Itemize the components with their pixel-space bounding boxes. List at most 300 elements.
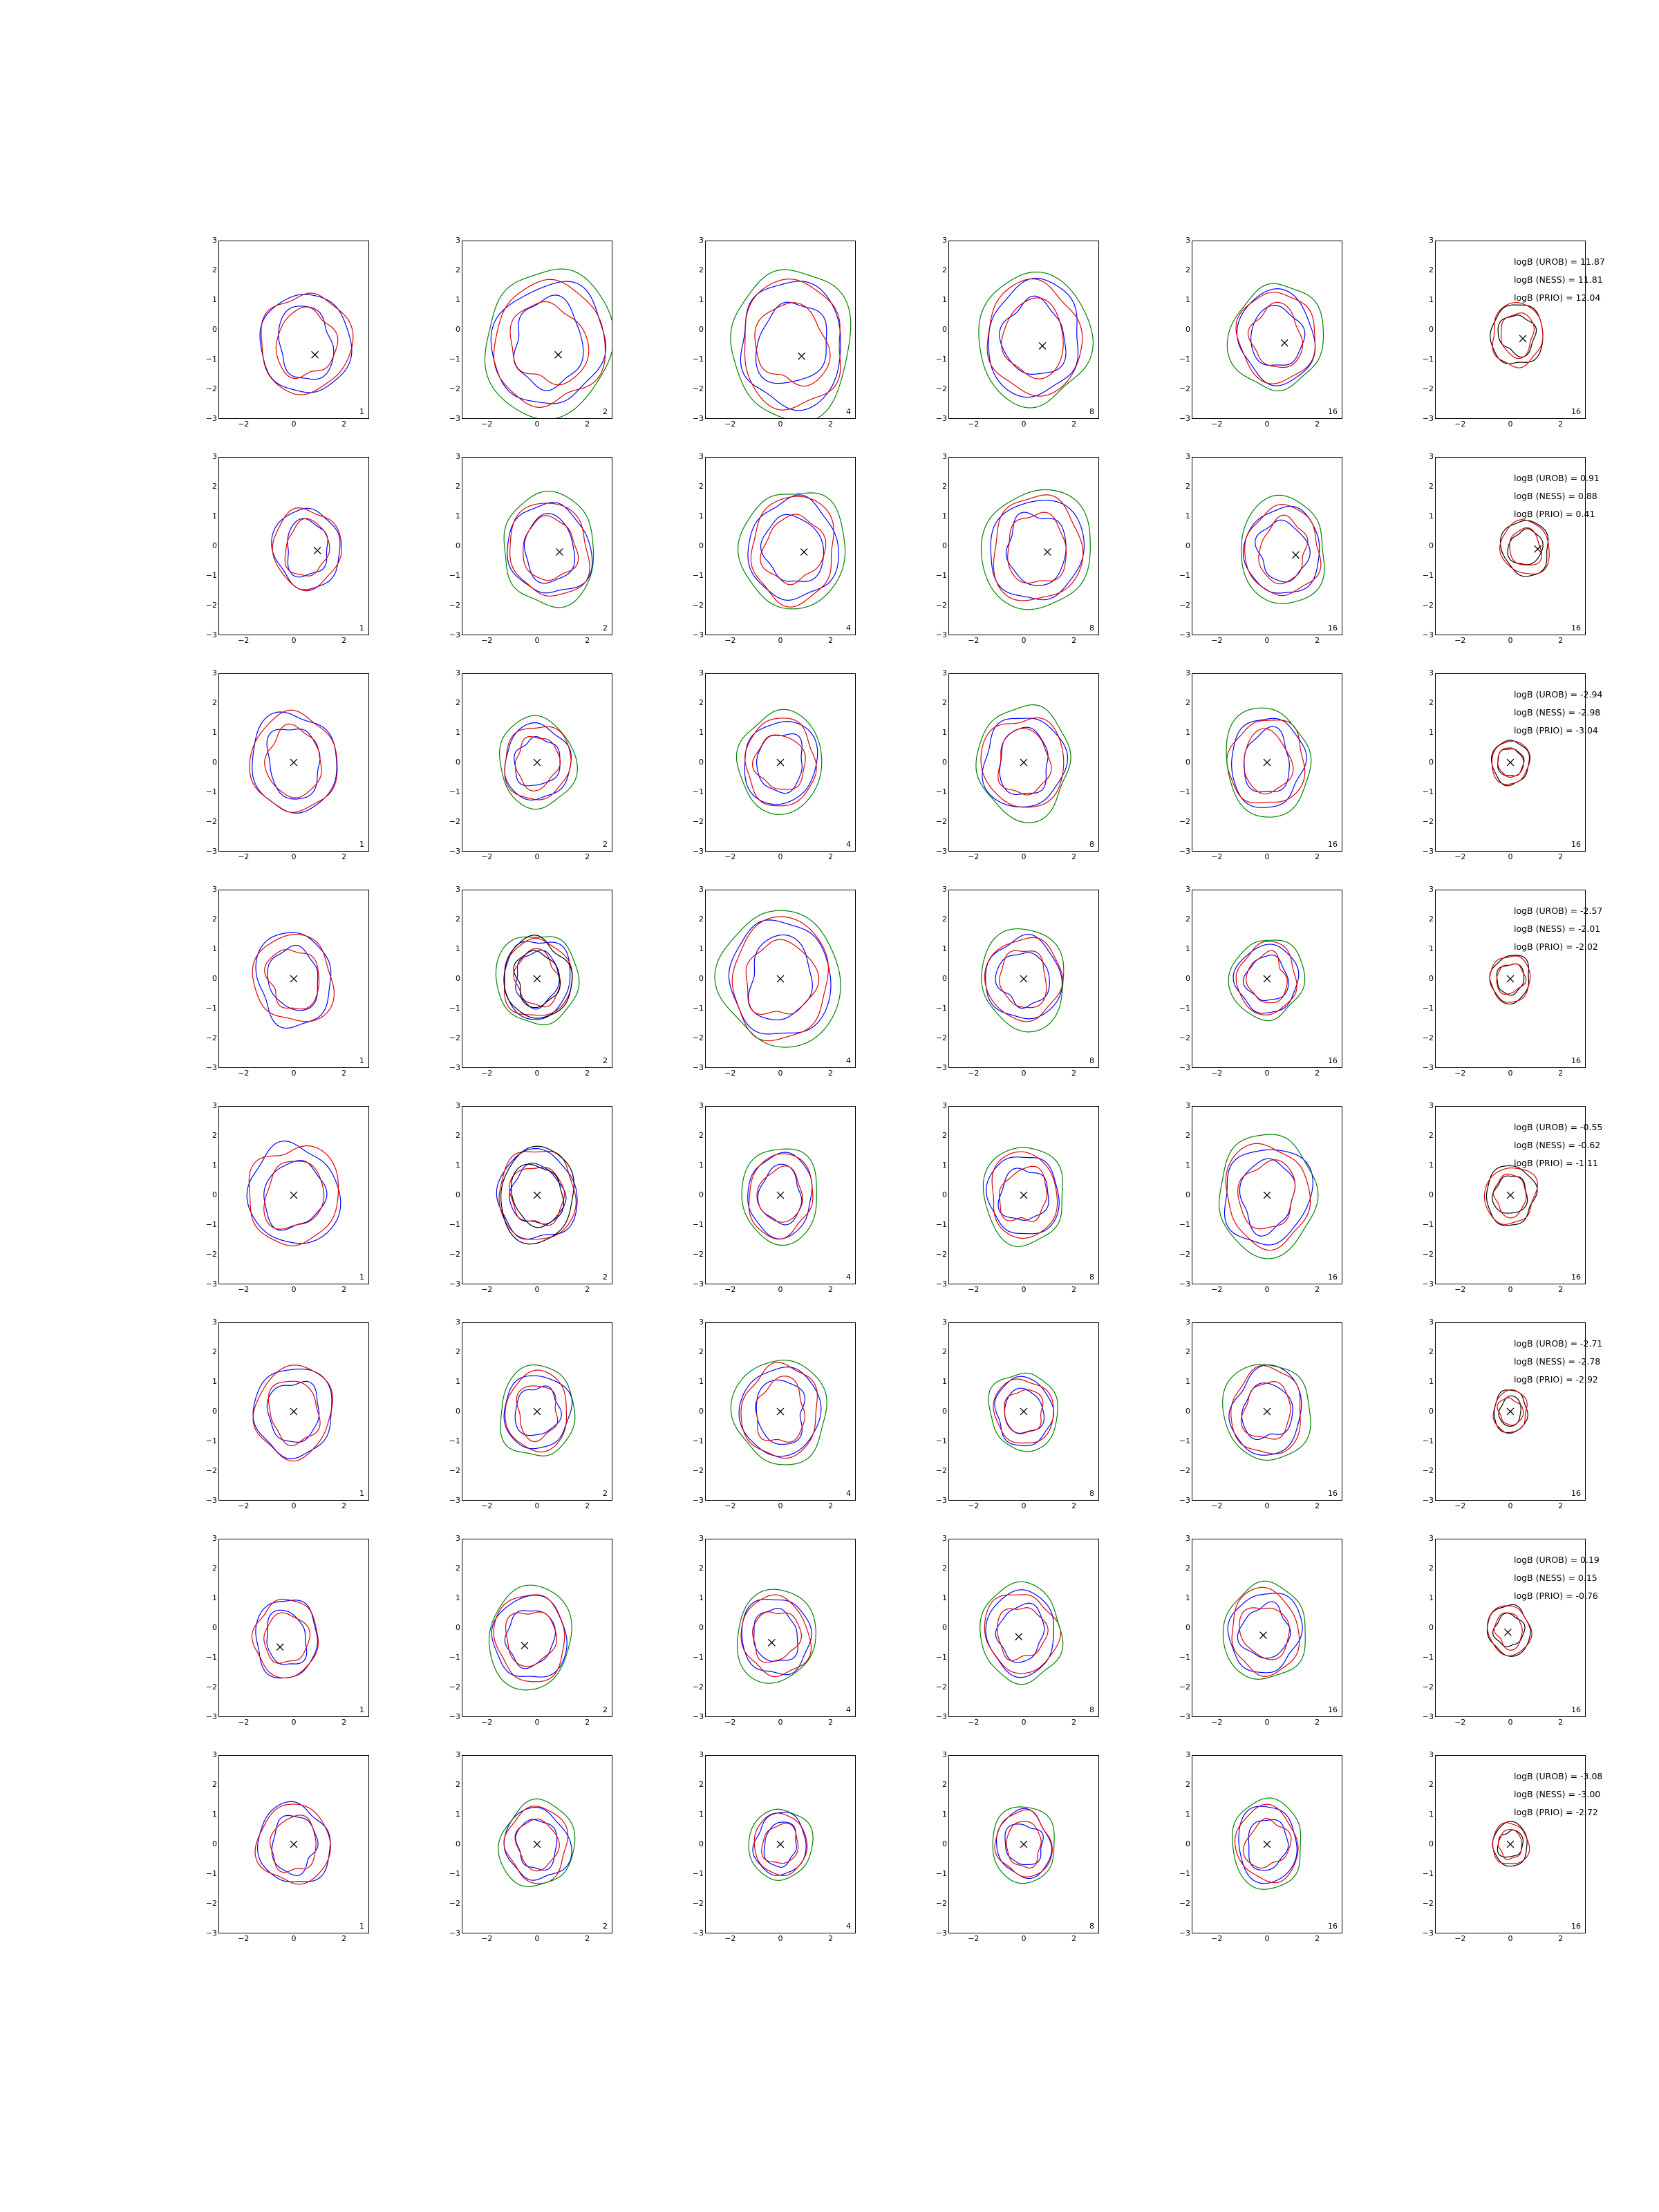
panel-index-label: 8 — [1089, 1489, 1094, 1498]
plot-area — [948, 673, 1099, 852]
x-tick-label: −2 — [481, 1501, 493, 1510]
truth-marker-x — [1015, 1633, 1022, 1640]
y-tick-label: −3 — [1179, 1496, 1190, 1505]
y-axis-ticks — [1407, 1318, 1434, 1505]
y-axis-ticks — [1164, 1750, 1190, 1938]
x-tick-label: 0 — [1508, 1718, 1513, 1727]
x-tick-label: 0 — [291, 1069, 297, 1078]
y-tick-label: −1 — [205, 571, 217, 580]
x-tick-label: 2 — [1315, 1285, 1320, 1294]
panel-r4-c3 — [680, 884, 867, 1093]
y-tick-label: −1 — [449, 787, 460, 796]
truth-marker-x — [1504, 1629, 1511, 1635]
y-tick-label: 1 — [1185, 1810, 1190, 1819]
y-tick-label: 0 — [1185, 325, 1190, 334]
y-tick-label: −3 — [205, 1929, 217, 1938]
y-axis-ticks — [1407, 236, 1434, 423]
y-tick-label: 0 — [1429, 758, 1434, 767]
x-tick-label: 0 — [778, 1285, 783, 1294]
y-tick-label: −2 — [1179, 1033, 1190, 1042]
panel-row-7 — [194, 1533, 1659, 1742]
y-tick-label: 2 — [212, 1564, 217, 1573]
y-tick-label: 1 — [1185, 1377, 1190, 1386]
contour-blue — [288, 518, 328, 577]
y-tick-label: −1 — [205, 355, 217, 364]
y-tick-label: 0 — [699, 541, 704, 550]
y-tick-label: −1 — [1179, 571, 1190, 580]
x-tick-label: 2 — [1315, 636, 1320, 645]
y-tick-label: −3 — [1179, 414, 1190, 423]
y-axis-ticks — [921, 1750, 947, 1938]
x-tick-label: 2 — [1315, 1718, 1320, 1727]
y-tick-label: 2 — [942, 915, 947, 924]
truth-marker-x — [534, 975, 541, 982]
x-tick-label: −2 — [968, 1069, 980, 1078]
panel-index-label: 2 — [603, 624, 608, 632]
panel-index-label: 1 — [359, 407, 364, 416]
y-tick-label: 2 — [1429, 1131, 1434, 1140]
y-tick-label: 2 — [456, 265, 460, 274]
x-tick-label: −2 — [1454, 1501, 1466, 1510]
x-axis-ticks — [462, 1718, 612, 1731]
x-axis-ticks — [948, 1718, 1099, 1731]
y-tick-label: −2 — [205, 601, 217, 610]
truth-marker-x — [1292, 552, 1299, 559]
y-tick-label: 0 — [942, 541, 947, 550]
panel-r4-c2 — [437, 884, 624, 1093]
panel-row-3 — [194, 668, 1659, 877]
panel-row-8 — [194, 1750, 1659, 1958]
x-axis-ticks — [705, 853, 856, 865]
y-tick-label: 0 — [699, 1839, 704, 1848]
y-tick-label: 0 — [1429, 1190, 1434, 1199]
panel-index-label: 1 — [359, 1056, 364, 1065]
panel-index-label: 4 — [846, 1922, 851, 1931]
y-tick-label: −2 — [935, 1033, 947, 1042]
contour-green — [496, 937, 579, 1025]
panel-index-label: 16 — [1328, 1056, 1338, 1065]
x-tick-label: −2 — [1454, 1934, 1466, 1943]
x-tick-label: 2 — [341, 420, 347, 429]
y-tick-label: 3 — [699, 236, 704, 245]
x-tick-label: 2 — [1558, 1934, 1564, 1943]
y-tick-label: −3 — [692, 1712, 704, 1721]
truth-marker-x — [777, 1841, 784, 1848]
y-tick-label: 2 — [456, 1131, 460, 1140]
x-tick-label: 0 — [291, 636, 297, 645]
x-tick-label: 0 — [1508, 636, 1513, 645]
x-tick-label: 2 — [1558, 1501, 1564, 1510]
y-tick-label: 3 — [699, 1101, 704, 1110]
y-tick-label: −2 — [1179, 1683, 1190, 1691]
y-tick-label: 0 — [212, 1839, 217, 1848]
y-tick-label: 2 — [942, 265, 947, 274]
y-tick-label: −1 — [1422, 787, 1434, 796]
y-tick-label: −3 — [692, 1929, 704, 1938]
y-tick-label: −3 — [449, 414, 460, 423]
row-annotation-3 — [1514, 686, 1659, 740]
x-tick-label: 0 — [534, 1285, 540, 1294]
y-tick-label: 2 — [456, 482, 460, 491]
x-axis-ticks — [462, 1069, 612, 1082]
panel-index-label: 2 — [603, 1705, 608, 1714]
y-tick-label: 3 — [456, 236, 460, 245]
x-tick-label: −2 — [724, 636, 736, 645]
truth-marker-x — [534, 1841, 541, 1848]
panel-index-label: 4 — [846, 1273, 851, 1282]
truth-marker-x — [800, 549, 807, 556]
logb-annotation: logB (NESS) = -0.62 — [1514, 1140, 1601, 1150]
x-tick-label: −2 — [968, 1285, 980, 1294]
y-tick-label: −3 — [449, 1063, 460, 1072]
y-tick-label: 0 — [212, 974, 217, 983]
x-axis-ticks — [1435, 1502, 1586, 1515]
logb-annotation: logB (UROB) = 0.91 — [1514, 473, 1600, 483]
x-tick-label: −2 — [481, 420, 493, 429]
x-axis-ticks — [1192, 1718, 1342, 1731]
y-tick-label: 0 — [456, 758, 460, 767]
row-annotation-2 — [1514, 469, 1659, 523]
x-tick-label: 0 — [778, 1069, 783, 1078]
panel-index-label: 4 — [846, 1056, 851, 1065]
y-tick-label: 2 — [456, 1347, 460, 1356]
y-tick-label: 3 — [1185, 452, 1190, 461]
truth-marker-x — [1264, 1192, 1271, 1199]
x-tick-label: 2 — [585, 1934, 590, 1943]
x-tick-label: 2 — [1315, 1934, 1320, 1943]
y-tick-label: 2 — [1185, 1131, 1190, 1140]
x-tick-label: 2 — [1071, 852, 1077, 861]
y-tick-label: −1 — [692, 1869, 704, 1878]
y-axis-ticks — [1164, 236, 1190, 423]
y-tick-label: 3 — [456, 668, 460, 677]
plot-area — [705, 1539, 856, 1717]
contour-black — [1498, 315, 1536, 357]
y-tick-label: −3 — [935, 414, 947, 423]
contour-red — [1259, 515, 1308, 583]
plot-area — [705, 457, 856, 635]
panel-index-label: 16 — [1571, 1489, 1581, 1498]
y-tick-label: −1 — [449, 1436, 460, 1445]
contour-green — [485, 269, 612, 418]
x-tick-label: 2 — [828, 420, 834, 429]
x-tick-label: 0 — [1508, 1934, 1513, 1943]
row-annotation-5 — [1514, 1118, 1659, 1172]
y-axis-ticks — [1407, 452, 1434, 639]
x-tick-label: −2 — [1454, 1285, 1466, 1294]
truth-marker-x — [1039, 342, 1046, 349]
contour-blue — [491, 1595, 567, 1677]
y-tick-label: 3 — [212, 452, 217, 461]
y-tick-label: −2 — [1422, 817, 1434, 826]
panel-index-label: 2 — [603, 1489, 608, 1498]
y-tick-label: 2 — [1429, 1780, 1434, 1789]
x-tick-label: 0 — [291, 1934, 297, 1943]
contour-blue — [1255, 520, 1311, 582]
y-tick-label: −3 — [692, 1280, 704, 1288]
y-tick-label: −1 — [1179, 355, 1190, 364]
x-tick-label: −2 — [1211, 1285, 1223, 1294]
y-tick-label: 1 — [1429, 1161, 1434, 1170]
panel-index-label: 8 — [1089, 1273, 1094, 1282]
y-tick-label: 1 — [699, 512, 704, 521]
x-axis-ticks — [948, 1286, 1099, 1298]
y-tick-label: 0 — [1429, 541, 1434, 550]
x-tick-label: 2 — [341, 1285, 347, 1294]
x-tick-label: 2 — [828, 1069, 834, 1078]
plot-area — [462, 890, 612, 1068]
logb-annotation: logB (UROB) = 11.87 — [1514, 256, 1605, 267]
panel-r2-c2 — [437, 451, 624, 660]
x-tick-label: 2 — [585, 420, 590, 429]
y-axis-ticks — [921, 1318, 947, 1505]
y-tick-label: −3 — [1422, 1496, 1434, 1505]
x-tick-label: 0 — [1264, 420, 1270, 429]
panel-r4-c5 — [1167, 884, 1353, 1093]
x-tick-label: −2 — [1211, 1718, 1223, 1727]
y-axis-ticks — [1164, 452, 1190, 639]
x-tick-label: 0 — [534, 636, 540, 645]
logb-annotation: logB (NESS) = 11.81 — [1514, 274, 1603, 285]
y-tick-label: −3 — [205, 1063, 217, 1072]
contour-red — [506, 1612, 557, 1667]
y-tick-label: −1 — [205, 1220, 217, 1229]
x-axis-ticks — [1435, 853, 1586, 865]
contour-green — [1241, 495, 1324, 603]
y-tick-label: 2 — [942, 1347, 947, 1356]
contour-green — [498, 1799, 575, 1886]
plot-area — [948, 457, 1099, 635]
x-tick-label: 2 — [1071, 1285, 1077, 1294]
y-tick-label: 0 — [699, 758, 704, 767]
x-tick-label: 2 — [1071, 1501, 1077, 1510]
y-tick-label: 3 — [699, 1750, 704, 1759]
x-tick-label: −2 — [238, 852, 250, 861]
panel-index-label: 16 — [1328, 407, 1338, 416]
y-tick-label: −1 — [1179, 1004, 1190, 1013]
x-tick-label: 0 — [778, 636, 783, 645]
y-tick-label: 0 — [1429, 1839, 1434, 1848]
x-tick-label: −2 — [1454, 852, 1466, 861]
x-tick-label: 2 — [1315, 852, 1320, 861]
panel-r5-c4 — [924, 1100, 1110, 1309]
truth-marker-x — [1264, 1841, 1271, 1848]
panel-index-label: 16 — [1571, 1922, 1581, 1931]
contour-red — [505, 938, 572, 1015]
truth-marker-x — [276, 1644, 283, 1651]
y-tick-label: 2 — [942, 698, 947, 707]
x-tick-label: 0 — [778, 1501, 783, 1510]
y-tick-label: −3 — [449, 1929, 460, 1938]
plot-area — [462, 1755, 612, 1933]
plot-area — [462, 241, 612, 419]
x-tick-label: −2 — [238, 1934, 250, 1943]
panel-index-label: 8 — [1089, 1056, 1094, 1065]
truth-marker-x — [1507, 1408, 1514, 1415]
contour-blue — [1000, 296, 1066, 374]
x-axis-ticks — [462, 637, 612, 649]
y-tick-label: 3 — [942, 1750, 947, 1759]
panel-index-label: 4 — [846, 407, 851, 416]
panel-r3-c1 — [194, 668, 380, 877]
y-tick-label: 0 — [942, 974, 947, 983]
x-axis-ticks — [1435, 637, 1586, 649]
panel-r4-c1 — [194, 884, 380, 1093]
y-tick-label: 2 — [699, 265, 704, 274]
x-tick-label: 0 — [1508, 1069, 1513, 1078]
logb-annotation: logB (PRIO) = -2.02 — [1514, 941, 1598, 952]
truth-marker-x — [1519, 335, 1526, 342]
y-tick-label: 0 — [699, 1407, 704, 1416]
y-tick-label: 2 — [1185, 1780, 1190, 1789]
x-axis-ticks — [705, 420, 856, 433]
y-tick-label: 1 — [699, 1377, 704, 1386]
contour-red — [268, 1381, 320, 1445]
truth-marker-x — [534, 1192, 541, 1199]
x-tick-label: −2 — [238, 1285, 250, 1294]
x-tick-label: −2 — [238, 1069, 250, 1078]
y-tick-label: 0 — [699, 1623, 704, 1632]
x-tick-label: 2 — [585, 1718, 590, 1727]
y-tick-label: −2 — [449, 1250, 460, 1259]
y-tick-label: −1 — [205, 1869, 217, 1878]
y-tick-label: 1 — [1429, 944, 1434, 953]
x-axis-ticks — [948, 1069, 1099, 1082]
y-tick-label: −2 — [1422, 384, 1434, 393]
y-tick-label: −1 — [205, 1653, 217, 1662]
y-tick-label: 0 — [456, 541, 460, 550]
y-tick-label: −3 — [449, 1280, 460, 1288]
y-tick-label: 3 — [212, 1101, 217, 1110]
y-tick-label: −1 — [935, 355, 947, 364]
panel-index-label: 16 — [1328, 840, 1338, 849]
panel-index-label: 16 — [1328, 1922, 1338, 1931]
panel-row-6 — [194, 1317, 1659, 1526]
logb-annotation: logB (NESS) = 0.88 — [1514, 491, 1597, 501]
y-tick-label: 2 — [212, 698, 217, 707]
x-tick-label: 0 — [1508, 420, 1513, 429]
x-tick-label: −2 — [968, 852, 980, 861]
y-tick-label: −1 — [1179, 1220, 1190, 1229]
y-tick-label: −3 — [692, 1496, 704, 1505]
contour-blue — [761, 514, 824, 581]
y-axis-ticks — [191, 1534, 217, 1721]
row-annotation-7 — [1514, 1551, 1659, 1605]
x-tick-label: 0 — [1021, 1069, 1027, 1078]
truth-marker-x — [798, 353, 805, 359]
y-tick-label: −3 — [692, 847, 704, 856]
y-tick-label: −3 — [935, 1496, 947, 1505]
y-tick-label: −2 — [205, 1250, 217, 1259]
y-tick-label: −3 — [1179, 1063, 1190, 1072]
y-tick-label: 0 — [699, 1190, 704, 1199]
y-tick-label: 3 — [1185, 1534, 1190, 1543]
contour-red — [1243, 1819, 1291, 1868]
y-tick-label: 1 — [212, 728, 217, 737]
y-tick-label: 2 — [699, 1131, 704, 1140]
y-tick-label: 0 — [212, 325, 217, 334]
truth-marker-x — [1507, 975, 1514, 982]
y-tick-label: 1 — [1185, 944, 1190, 953]
x-tick-label: −2 — [1454, 636, 1466, 645]
contour-blue — [514, 295, 583, 391]
x-tick-label: 2 — [828, 1934, 834, 1943]
x-tick-label: 2 — [1071, 636, 1077, 645]
y-tick-label: 1 — [699, 1810, 704, 1819]
x-tick-label: 0 — [778, 1934, 783, 1943]
y-tick-label: −2 — [1422, 1899, 1434, 1908]
y-tick-label: −1 — [935, 571, 947, 580]
logb-annotation: logB (PRIO) = -3.04 — [1514, 725, 1598, 735]
y-tick-label: 1 — [942, 1810, 947, 1819]
y-tick-label: 0 — [456, 1190, 460, 1199]
panel-index-label: 16 — [1328, 1489, 1338, 1498]
y-tick-label: 1 — [1429, 1377, 1434, 1386]
x-tick-label: 2 — [341, 1718, 347, 1727]
y-tick-label: −2 — [1179, 1899, 1190, 1908]
logb-annotation: logB (NESS) = -2.98 — [1514, 707, 1601, 718]
y-tick-label: −1 — [692, 1004, 704, 1013]
y-tick-label: −1 — [692, 1220, 704, 1229]
y-tick-label: 2 — [212, 1347, 217, 1356]
y-tick-label: −1 — [1422, 1653, 1434, 1662]
plot-area — [462, 1539, 612, 1717]
plot-area — [462, 1106, 612, 1284]
y-tick-label: 0 — [1429, 1407, 1434, 1416]
y-tick-label: 1 — [456, 728, 460, 737]
y-axis-ticks — [1164, 1318, 1190, 1505]
x-tick-label: 2 — [1071, 1069, 1077, 1078]
panel-r6-c1 — [194, 1317, 380, 1526]
truth-marker-x — [290, 1841, 297, 1848]
panel-r1-c2 — [437, 235, 624, 444]
x-tick-label: 2 — [828, 636, 834, 645]
y-tick-label: −2 — [1179, 1466, 1190, 1475]
y-tick-label: 3 — [699, 1534, 704, 1543]
x-tick-label: 0 — [291, 1501, 297, 1510]
x-axis-ticks — [705, 637, 856, 649]
panel-r8-c3 — [680, 1750, 867, 1958]
y-tick-label: −1 — [1179, 1653, 1190, 1662]
y-tick-label: −1 — [935, 787, 947, 796]
y-tick-label: 3 — [942, 1534, 947, 1543]
plot-area — [218, 673, 369, 852]
y-axis-ticks — [921, 452, 947, 639]
panel-r2-c4 — [924, 451, 1110, 660]
x-tick-label: 2 — [1558, 636, 1564, 645]
panel-index-label: 16 — [1571, 407, 1581, 416]
y-tick-label: 3 — [212, 885, 217, 894]
y-tick-label: 1 — [1185, 1593, 1190, 1602]
y-tick-label: −2 — [692, 1683, 704, 1691]
x-axis-ticks — [1435, 1718, 1586, 1731]
row-annotation-1 — [1514, 253, 1659, 307]
x-tick-label: −2 — [724, 1501, 736, 1510]
panel-r5-c1 — [194, 1100, 380, 1309]
x-tick-label: −2 — [724, 1285, 736, 1294]
y-tick-label: 0 — [1429, 325, 1434, 334]
row-annotation-6 — [1514, 1335, 1659, 1389]
y-tick-label: −2 — [449, 384, 460, 393]
contour-red — [760, 514, 826, 585]
y-tick-label: 2 — [942, 482, 947, 491]
y-tick-label: −3 — [1422, 847, 1434, 856]
contour-green — [738, 493, 845, 609]
x-axis-ticks — [705, 1935, 856, 1947]
contour-green — [993, 1807, 1054, 1884]
x-tick-label: −2 — [481, 852, 493, 861]
y-tick-label: −3 — [935, 847, 947, 856]
